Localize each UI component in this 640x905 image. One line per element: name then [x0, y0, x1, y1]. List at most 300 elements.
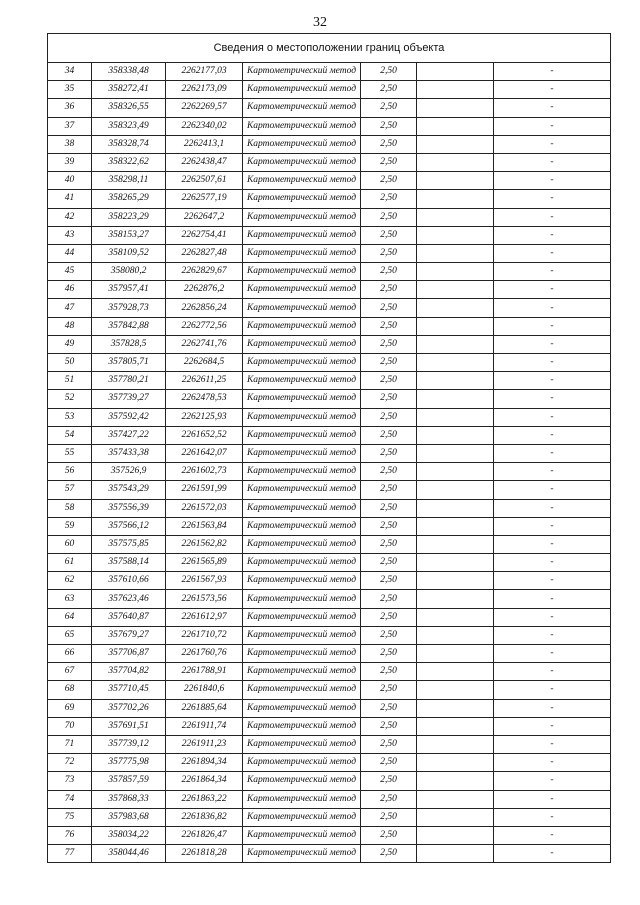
- method-cell: Картометрический метод: [243, 335, 361, 353]
- accuracy-cell: 2,50: [361, 608, 417, 626]
- point-number-cell: 54: [48, 426, 92, 444]
- note-cell: -: [494, 390, 611, 408]
- point-number-cell: 52: [48, 390, 92, 408]
- description-cell: [417, 572, 494, 590]
- note-cell: -: [494, 772, 611, 790]
- description-cell: [417, 626, 494, 644]
- accuracy-cell: 2,50: [361, 135, 417, 153]
- point-number-cell: 71: [48, 735, 92, 753]
- description-cell: [417, 190, 494, 208]
- note-cell: -: [494, 263, 611, 281]
- description-cell: [417, 699, 494, 717]
- method-cell: Картометрический метод: [243, 699, 361, 717]
- note-cell: -: [494, 554, 611, 572]
- accuracy-cell: 2,50: [361, 554, 417, 572]
- method-cell: Картометрический метод: [243, 826, 361, 844]
- description-cell: [417, 463, 494, 481]
- description-cell: [417, 81, 494, 99]
- point-number-cell: 59: [48, 517, 92, 535]
- point-number-cell: 47: [48, 299, 92, 317]
- accuracy-cell: 2,50: [361, 81, 417, 99]
- description-cell: [417, 408, 494, 426]
- point-number-cell: 53: [48, 408, 92, 426]
- y-coordinate-cell: 2262856,24: [166, 299, 243, 317]
- x-coordinate-cell: 357983,68: [92, 808, 166, 826]
- method-cell: Картометрический метод: [243, 845, 361, 863]
- table-row: [48, 354, 611, 372]
- note-cell: -: [494, 808, 611, 826]
- y-coordinate-cell: 2262125,93: [166, 408, 243, 426]
- point-number-cell: 40: [48, 172, 92, 190]
- description-cell: [417, 590, 494, 608]
- note-cell: -: [494, 299, 611, 317]
- y-coordinate-cell: 2261572,03: [166, 499, 243, 517]
- note-cell: -: [494, 699, 611, 717]
- y-coordinate-cell: 2261836,82: [166, 808, 243, 826]
- accuracy-cell: 2,50: [361, 699, 417, 717]
- description-cell: [417, 481, 494, 499]
- note-cell: -: [494, 153, 611, 171]
- table-row: [48, 244, 611, 262]
- y-coordinate-cell: 2261612,97: [166, 608, 243, 626]
- method-cell: Картометрический метод: [243, 681, 361, 699]
- table-row: [48, 699, 611, 717]
- method-cell: Картометрический метод: [243, 208, 361, 226]
- note-cell: -: [494, 408, 611, 426]
- accuracy-cell: 2,50: [361, 281, 417, 299]
- note-cell: -: [494, 626, 611, 644]
- x-coordinate-cell: 357868,33: [92, 790, 166, 808]
- table-row: [48, 808, 611, 826]
- note-cell: -: [494, 645, 611, 663]
- description-cell: [417, 499, 494, 517]
- y-coordinate-cell: 2261826,47: [166, 826, 243, 844]
- accuracy-cell: 2,50: [361, 645, 417, 663]
- method-cell: Картометрический метод: [243, 426, 361, 444]
- point-number-cell: 72: [48, 754, 92, 772]
- point-number-cell: 44: [48, 244, 92, 262]
- description-cell: [417, 517, 494, 535]
- description-cell: [417, 299, 494, 317]
- accuracy-cell: 2,50: [361, 826, 417, 844]
- method-cell: Картометрический метод: [243, 554, 361, 572]
- point-number-cell: 42: [48, 208, 92, 226]
- point-number-cell: 58: [48, 499, 92, 517]
- method-cell: Картометрический метод: [243, 263, 361, 281]
- note-cell: -: [494, 517, 611, 535]
- y-coordinate-cell: 2261788,91: [166, 663, 243, 681]
- method-cell: Картометрический метод: [243, 717, 361, 735]
- x-coordinate-cell: 357805,71: [92, 354, 166, 372]
- section-header-row: [48, 34, 611, 63]
- point-number-cell: 55: [48, 444, 92, 462]
- table-row: [48, 754, 611, 772]
- x-coordinate-cell: 357566,12: [92, 517, 166, 535]
- accuracy-cell: 2,50: [361, 717, 417, 735]
- method-cell: Картометрический метод: [243, 172, 361, 190]
- note-cell: -: [494, 608, 611, 626]
- x-coordinate-cell: 357588,14: [92, 554, 166, 572]
- x-coordinate-cell: 358034,22: [92, 826, 166, 844]
- table-row: [48, 81, 611, 99]
- description-cell: [417, 99, 494, 117]
- method-cell: Картометрический метод: [243, 190, 361, 208]
- table-row: [48, 135, 611, 153]
- description-cell: [417, 335, 494, 353]
- x-coordinate-cell: 357928,73: [92, 299, 166, 317]
- x-coordinate-cell: 357691,51: [92, 717, 166, 735]
- method-cell: Картометрический метод: [243, 626, 361, 644]
- accuracy-cell: 2,50: [361, 517, 417, 535]
- description-cell: [417, 354, 494, 372]
- accuracy-cell: 2,50: [361, 590, 417, 608]
- method-cell: Картометрический метод: [243, 226, 361, 244]
- table-row: [48, 99, 611, 117]
- y-coordinate-cell: 2262577,19: [166, 190, 243, 208]
- table-row: [48, 335, 611, 353]
- note-cell: -: [494, 663, 611, 681]
- x-coordinate-cell: 357706,87: [92, 645, 166, 663]
- description-cell: [417, 426, 494, 444]
- accuracy-cell: 2,50: [361, 335, 417, 353]
- accuracy-cell: 2,50: [361, 408, 417, 426]
- table-row: [48, 590, 611, 608]
- method-cell: Картометрический метод: [243, 572, 361, 590]
- description-cell: [417, 790, 494, 808]
- accuracy-cell: 2,50: [361, 153, 417, 171]
- x-coordinate-cell: 357828,5: [92, 335, 166, 353]
- note-cell: -: [494, 426, 611, 444]
- point-number-cell: 35: [48, 81, 92, 99]
- method-cell: Картометрический метод: [243, 790, 361, 808]
- y-coordinate-cell: 2261565,89: [166, 554, 243, 572]
- x-coordinate-cell: 357623,46: [92, 590, 166, 608]
- table-row: [48, 426, 611, 444]
- accuracy-cell: 2,50: [361, 299, 417, 317]
- y-coordinate-cell: 2261591,99: [166, 481, 243, 499]
- method-cell: Картометрический метод: [243, 299, 361, 317]
- accuracy-cell: 2,50: [361, 390, 417, 408]
- point-number-cell: 75: [48, 808, 92, 826]
- point-number-cell: 50: [48, 354, 92, 372]
- table-row: [48, 572, 611, 590]
- point-number-cell: 73: [48, 772, 92, 790]
- note-cell: -: [494, 463, 611, 481]
- y-coordinate-cell: 2261911,74: [166, 717, 243, 735]
- method-cell: Картометрический метод: [243, 99, 361, 117]
- description-cell: [417, 172, 494, 190]
- description-cell: [417, 226, 494, 244]
- table-row: [48, 299, 611, 317]
- y-coordinate-cell: 2262772,56: [166, 317, 243, 335]
- note-cell: -: [494, 172, 611, 190]
- table-row: [48, 717, 611, 735]
- accuracy-cell: 2,50: [361, 626, 417, 644]
- x-coordinate-cell: 358265,29: [92, 190, 166, 208]
- description-cell: [417, 153, 494, 171]
- note-cell: -: [494, 590, 611, 608]
- method-cell: Картометрический метод: [243, 754, 361, 772]
- table-row: [48, 608, 611, 626]
- accuracy-cell: 2,50: [361, 244, 417, 262]
- point-number-cell: 65: [48, 626, 92, 644]
- y-coordinate-cell: 2262269,57: [166, 99, 243, 117]
- note-cell: -: [494, 190, 611, 208]
- note-cell: -: [494, 717, 611, 735]
- point-number-cell: 57: [48, 481, 92, 499]
- x-coordinate-cell: 358223,29: [92, 208, 166, 226]
- point-number-cell: 56: [48, 463, 92, 481]
- table-row: [48, 172, 611, 190]
- point-number-cell: 68: [48, 681, 92, 699]
- note-cell: -: [494, 444, 611, 462]
- table-row: [48, 63, 611, 81]
- description-cell: [417, 663, 494, 681]
- table-row: [48, 554, 611, 572]
- method-cell: Картометрический метод: [243, 444, 361, 462]
- y-coordinate-cell: 2262413,1: [166, 135, 243, 153]
- y-coordinate-cell: 2261602,73: [166, 463, 243, 481]
- note-cell: -: [494, 372, 611, 390]
- x-coordinate-cell: 358298,11: [92, 172, 166, 190]
- x-coordinate-cell: 357780,21: [92, 372, 166, 390]
- accuracy-cell: 2,50: [361, 426, 417, 444]
- accuracy-cell: 2,50: [361, 63, 417, 81]
- point-number-cell: 66: [48, 645, 92, 663]
- note-cell: -: [494, 244, 611, 262]
- x-coordinate-cell: 357775,98: [92, 754, 166, 772]
- y-coordinate-cell: 2261573,56: [166, 590, 243, 608]
- x-coordinate-cell: 358338,48: [92, 63, 166, 81]
- point-number-cell: 77: [48, 845, 92, 863]
- x-coordinate-cell: 358322,62: [92, 153, 166, 171]
- description-cell: [417, 390, 494, 408]
- x-coordinate-cell: 357710,45: [92, 681, 166, 699]
- note-cell: -: [494, 208, 611, 226]
- description-cell: [417, 808, 494, 826]
- accuracy-cell: 2,50: [361, 117, 417, 135]
- accuracy-cell: 2,50: [361, 790, 417, 808]
- accuracy-cell: 2,50: [361, 354, 417, 372]
- x-coordinate-cell: 358109,52: [92, 244, 166, 262]
- table-row: [48, 390, 611, 408]
- point-number-cell: 61: [48, 554, 92, 572]
- note-cell: -: [494, 317, 611, 335]
- point-number-cell: 63: [48, 590, 92, 608]
- table-row: [48, 263, 611, 281]
- y-coordinate-cell: 2262177,03: [166, 63, 243, 81]
- x-coordinate-cell: 357857,59: [92, 772, 166, 790]
- method-cell: Картометрический метод: [243, 517, 361, 535]
- method-cell: Картометрический метод: [243, 535, 361, 553]
- note-cell: -: [494, 354, 611, 372]
- table-row: [48, 826, 611, 844]
- y-coordinate-cell: 2262507,61: [166, 172, 243, 190]
- x-coordinate-cell: 357526,9: [92, 463, 166, 481]
- description-cell: [417, 772, 494, 790]
- description-cell: [417, 281, 494, 299]
- accuracy-cell: 2,50: [361, 463, 417, 481]
- table-row: [48, 317, 611, 335]
- method-cell: Картометрический метод: [243, 408, 361, 426]
- note-cell: -: [494, 226, 611, 244]
- x-coordinate-cell: 357739,27: [92, 390, 166, 408]
- y-coordinate-cell: 2262684,5: [166, 354, 243, 372]
- y-coordinate-cell: 2261885,64: [166, 699, 243, 717]
- point-number-cell: 48: [48, 317, 92, 335]
- x-coordinate-cell: 358328,74: [92, 135, 166, 153]
- method-cell: Картометрический метод: [243, 317, 361, 335]
- note-cell: -: [494, 135, 611, 153]
- point-number-cell: 49: [48, 335, 92, 353]
- table-row: [48, 735, 611, 753]
- method-cell: Картометрический метод: [243, 244, 361, 262]
- description-cell: [417, 317, 494, 335]
- method-cell: Картометрический метод: [243, 499, 361, 517]
- y-coordinate-cell: 2261652,52: [166, 426, 243, 444]
- y-coordinate-cell: 2261818,28: [166, 845, 243, 863]
- x-coordinate-cell: 357842,88: [92, 317, 166, 335]
- description-cell: [417, 681, 494, 699]
- method-cell: Картометрический метод: [243, 608, 361, 626]
- note-cell: -: [494, 99, 611, 117]
- x-coordinate-cell: 357592,42: [92, 408, 166, 426]
- description-cell: [417, 444, 494, 462]
- table-row: [48, 772, 611, 790]
- accuracy-cell: 2,50: [361, 99, 417, 117]
- y-coordinate-cell: 2261563,84: [166, 517, 243, 535]
- note-cell: -: [494, 335, 611, 353]
- method-cell: Картометрический метод: [243, 63, 361, 81]
- point-number-cell: 60: [48, 535, 92, 553]
- description-cell: [417, 372, 494, 390]
- x-coordinate-cell: 358272,41: [92, 81, 166, 99]
- accuracy-cell: 2,50: [361, 572, 417, 590]
- method-cell: Картометрический метод: [243, 390, 361, 408]
- note-cell: -: [494, 81, 611, 99]
- table-row: [48, 190, 611, 208]
- accuracy-cell: 2,50: [361, 845, 417, 863]
- point-number-cell: 70: [48, 717, 92, 735]
- table-row: [48, 444, 611, 462]
- method-cell: Картометрический метод: [243, 481, 361, 499]
- table-row: [48, 499, 611, 517]
- point-number-cell: 76: [48, 826, 92, 844]
- accuracy-cell: 2,50: [361, 735, 417, 753]
- table-row: [48, 645, 611, 663]
- y-coordinate-cell: 2262340,02: [166, 117, 243, 135]
- method-cell: Картометрический метод: [243, 590, 361, 608]
- point-number-cell: 46: [48, 281, 92, 299]
- description-cell: [417, 535, 494, 553]
- note-cell: -: [494, 735, 611, 753]
- note-cell: -: [494, 117, 611, 135]
- table-row: [48, 681, 611, 699]
- x-coordinate-cell: 357640,87: [92, 608, 166, 626]
- accuracy-cell: 2,50: [361, 535, 417, 553]
- accuracy-cell: 2,50: [361, 481, 417, 499]
- note-cell: -: [494, 63, 611, 81]
- method-cell: Картометрический метод: [243, 663, 361, 681]
- table-row: [48, 626, 611, 644]
- note-cell: -: [494, 481, 611, 499]
- point-number-cell: 37: [48, 117, 92, 135]
- y-coordinate-cell: 2261710,72: [166, 626, 243, 644]
- method-cell: Картометрический метод: [243, 135, 361, 153]
- y-coordinate-cell: 2262173,09: [166, 81, 243, 99]
- y-coordinate-cell: 2262827,48: [166, 244, 243, 262]
- description-cell: [417, 608, 494, 626]
- point-number-cell: 41: [48, 190, 92, 208]
- point-number-cell: 69: [48, 699, 92, 717]
- table-row: [48, 481, 611, 499]
- accuracy-cell: 2,50: [361, 754, 417, 772]
- y-coordinate-cell: 2262829,67: [166, 263, 243, 281]
- x-coordinate-cell: 357739,12: [92, 735, 166, 753]
- method-cell: Картометрический метод: [243, 808, 361, 826]
- y-coordinate-cell: 2262741,76: [166, 335, 243, 353]
- x-coordinate-cell: 357957,41: [92, 281, 166, 299]
- accuracy-cell: 2,50: [361, 172, 417, 190]
- accuracy-cell: 2,50: [361, 499, 417, 517]
- y-coordinate-cell: 2261562,82: [166, 535, 243, 553]
- y-coordinate-cell: 2262876,2: [166, 281, 243, 299]
- note-cell: -: [494, 535, 611, 553]
- note-cell: -: [494, 826, 611, 844]
- y-coordinate-cell: 2261864,34: [166, 772, 243, 790]
- point-number-cell: 74: [48, 790, 92, 808]
- point-number-cell: 45: [48, 263, 92, 281]
- point-number-cell: 62: [48, 572, 92, 590]
- y-coordinate-cell: 2261642,07: [166, 444, 243, 462]
- method-cell: Картометрический метод: [243, 354, 361, 372]
- method-cell: Картометрический метод: [243, 463, 361, 481]
- accuracy-cell: 2,50: [361, 263, 417, 281]
- x-coordinate-cell: 358326,55: [92, 99, 166, 117]
- y-coordinate-cell: 2262438,47: [166, 153, 243, 171]
- point-number-cell: 67: [48, 663, 92, 681]
- x-coordinate-cell: 357427,22: [92, 426, 166, 444]
- note-cell: -: [494, 754, 611, 772]
- x-coordinate-cell: 358153,27: [92, 226, 166, 244]
- y-coordinate-cell: 2261567,93: [166, 572, 243, 590]
- accuracy-cell: 2,50: [361, 444, 417, 462]
- point-number-cell: 64: [48, 608, 92, 626]
- description-cell: [417, 826, 494, 844]
- accuracy-cell: 2,50: [361, 808, 417, 826]
- x-coordinate-cell: 357610,66: [92, 572, 166, 590]
- boundary-table: [47, 33, 611, 863]
- note-cell: -: [494, 790, 611, 808]
- x-coordinate-cell: 357704,82: [92, 663, 166, 681]
- description-cell: [417, 208, 494, 226]
- accuracy-cell: 2,50: [361, 663, 417, 681]
- description-cell: [417, 117, 494, 135]
- accuracy-cell: 2,50: [361, 372, 417, 390]
- description-cell: [417, 754, 494, 772]
- y-coordinate-cell: 2262478,53: [166, 390, 243, 408]
- x-coordinate-cell: 357702,26: [92, 699, 166, 717]
- note-cell: -: [494, 681, 611, 699]
- x-coordinate-cell: 358080,2: [92, 263, 166, 281]
- table-row: [48, 208, 611, 226]
- y-coordinate-cell: 2262611,25: [166, 372, 243, 390]
- point-number-cell: 36: [48, 99, 92, 117]
- method-cell: Картометрический метод: [243, 81, 361, 99]
- method-cell: Картометрический метод: [243, 372, 361, 390]
- y-coordinate-cell: 2261863,22: [166, 790, 243, 808]
- table-row: [48, 281, 611, 299]
